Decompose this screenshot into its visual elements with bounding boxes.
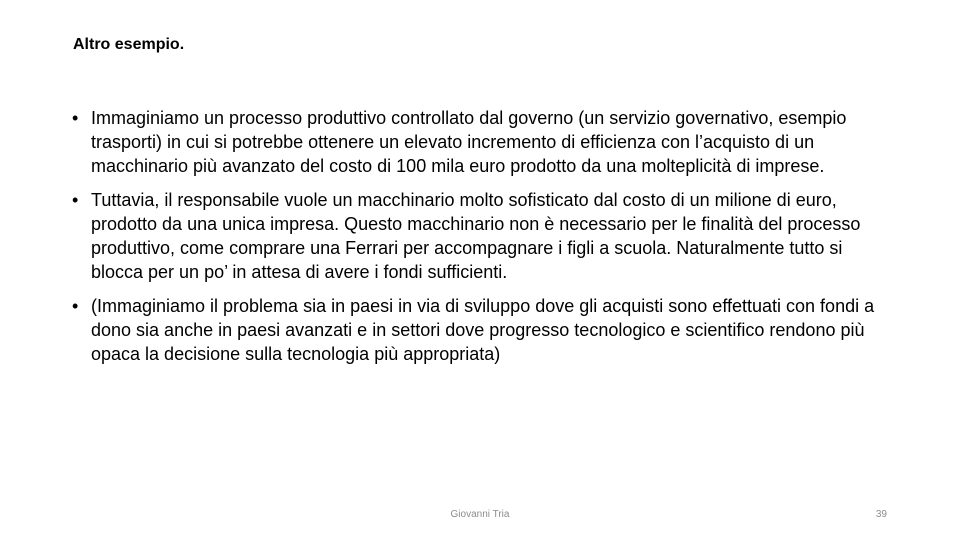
bullet-dot-icon: • (72, 190, 79, 210)
bullet-list (72, 106, 890, 376)
bullet-dot-icon: • (72, 108, 79, 128)
bullet-text: Tuttavia, il responsabile vuole un macchinario molto sofisticato dal costo di un milione di euro, prodotto da una unica impresa. Questo macchinario non è necessario per le finalità del processo produttivo, come comprare una Ferrari per accompagnare i figli a scuola. Naturalmente tutto si blocca per un po’ in attesa di avere i fondi sufficienti. (91, 190, 861, 282)
bullet-item (72, 106, 890, 178)
bullet-text: (Immaginiamo il problema sia in paesi in via di sviluppo dove gli acquisti sono effettuati con fondi a dono sia anche in paesi avanzati e in settori dove progresso tecnologico e scientifico rendono più opaca la decisione sulla tecnologia più appropriata) (91, 296, 875, 364)
bullet-item (72, 188, 890, 284)
bullet-dot-icon: • (72, 296, 79, 316)
footer-author: Giovanni Tria (450, 509, 510, 520)
bullet-item (72, 294, 890, 366)
bullet-text: Immaginiamo un processo produttivo controllato dal governo (un servizio governativo, esempio trasporti) in cui si potrebbe ottenere un elevato incremento di efficienza con l’acquisto di un macchinario più avanzato del costo di 100 mila euro prodotto da una molteplicità di imprese. (91, 108, 847, 176)
slide-title: Altro esempio. (73, 36, 185, 53)
page-number: 39 (875, 509, 887, 520)
